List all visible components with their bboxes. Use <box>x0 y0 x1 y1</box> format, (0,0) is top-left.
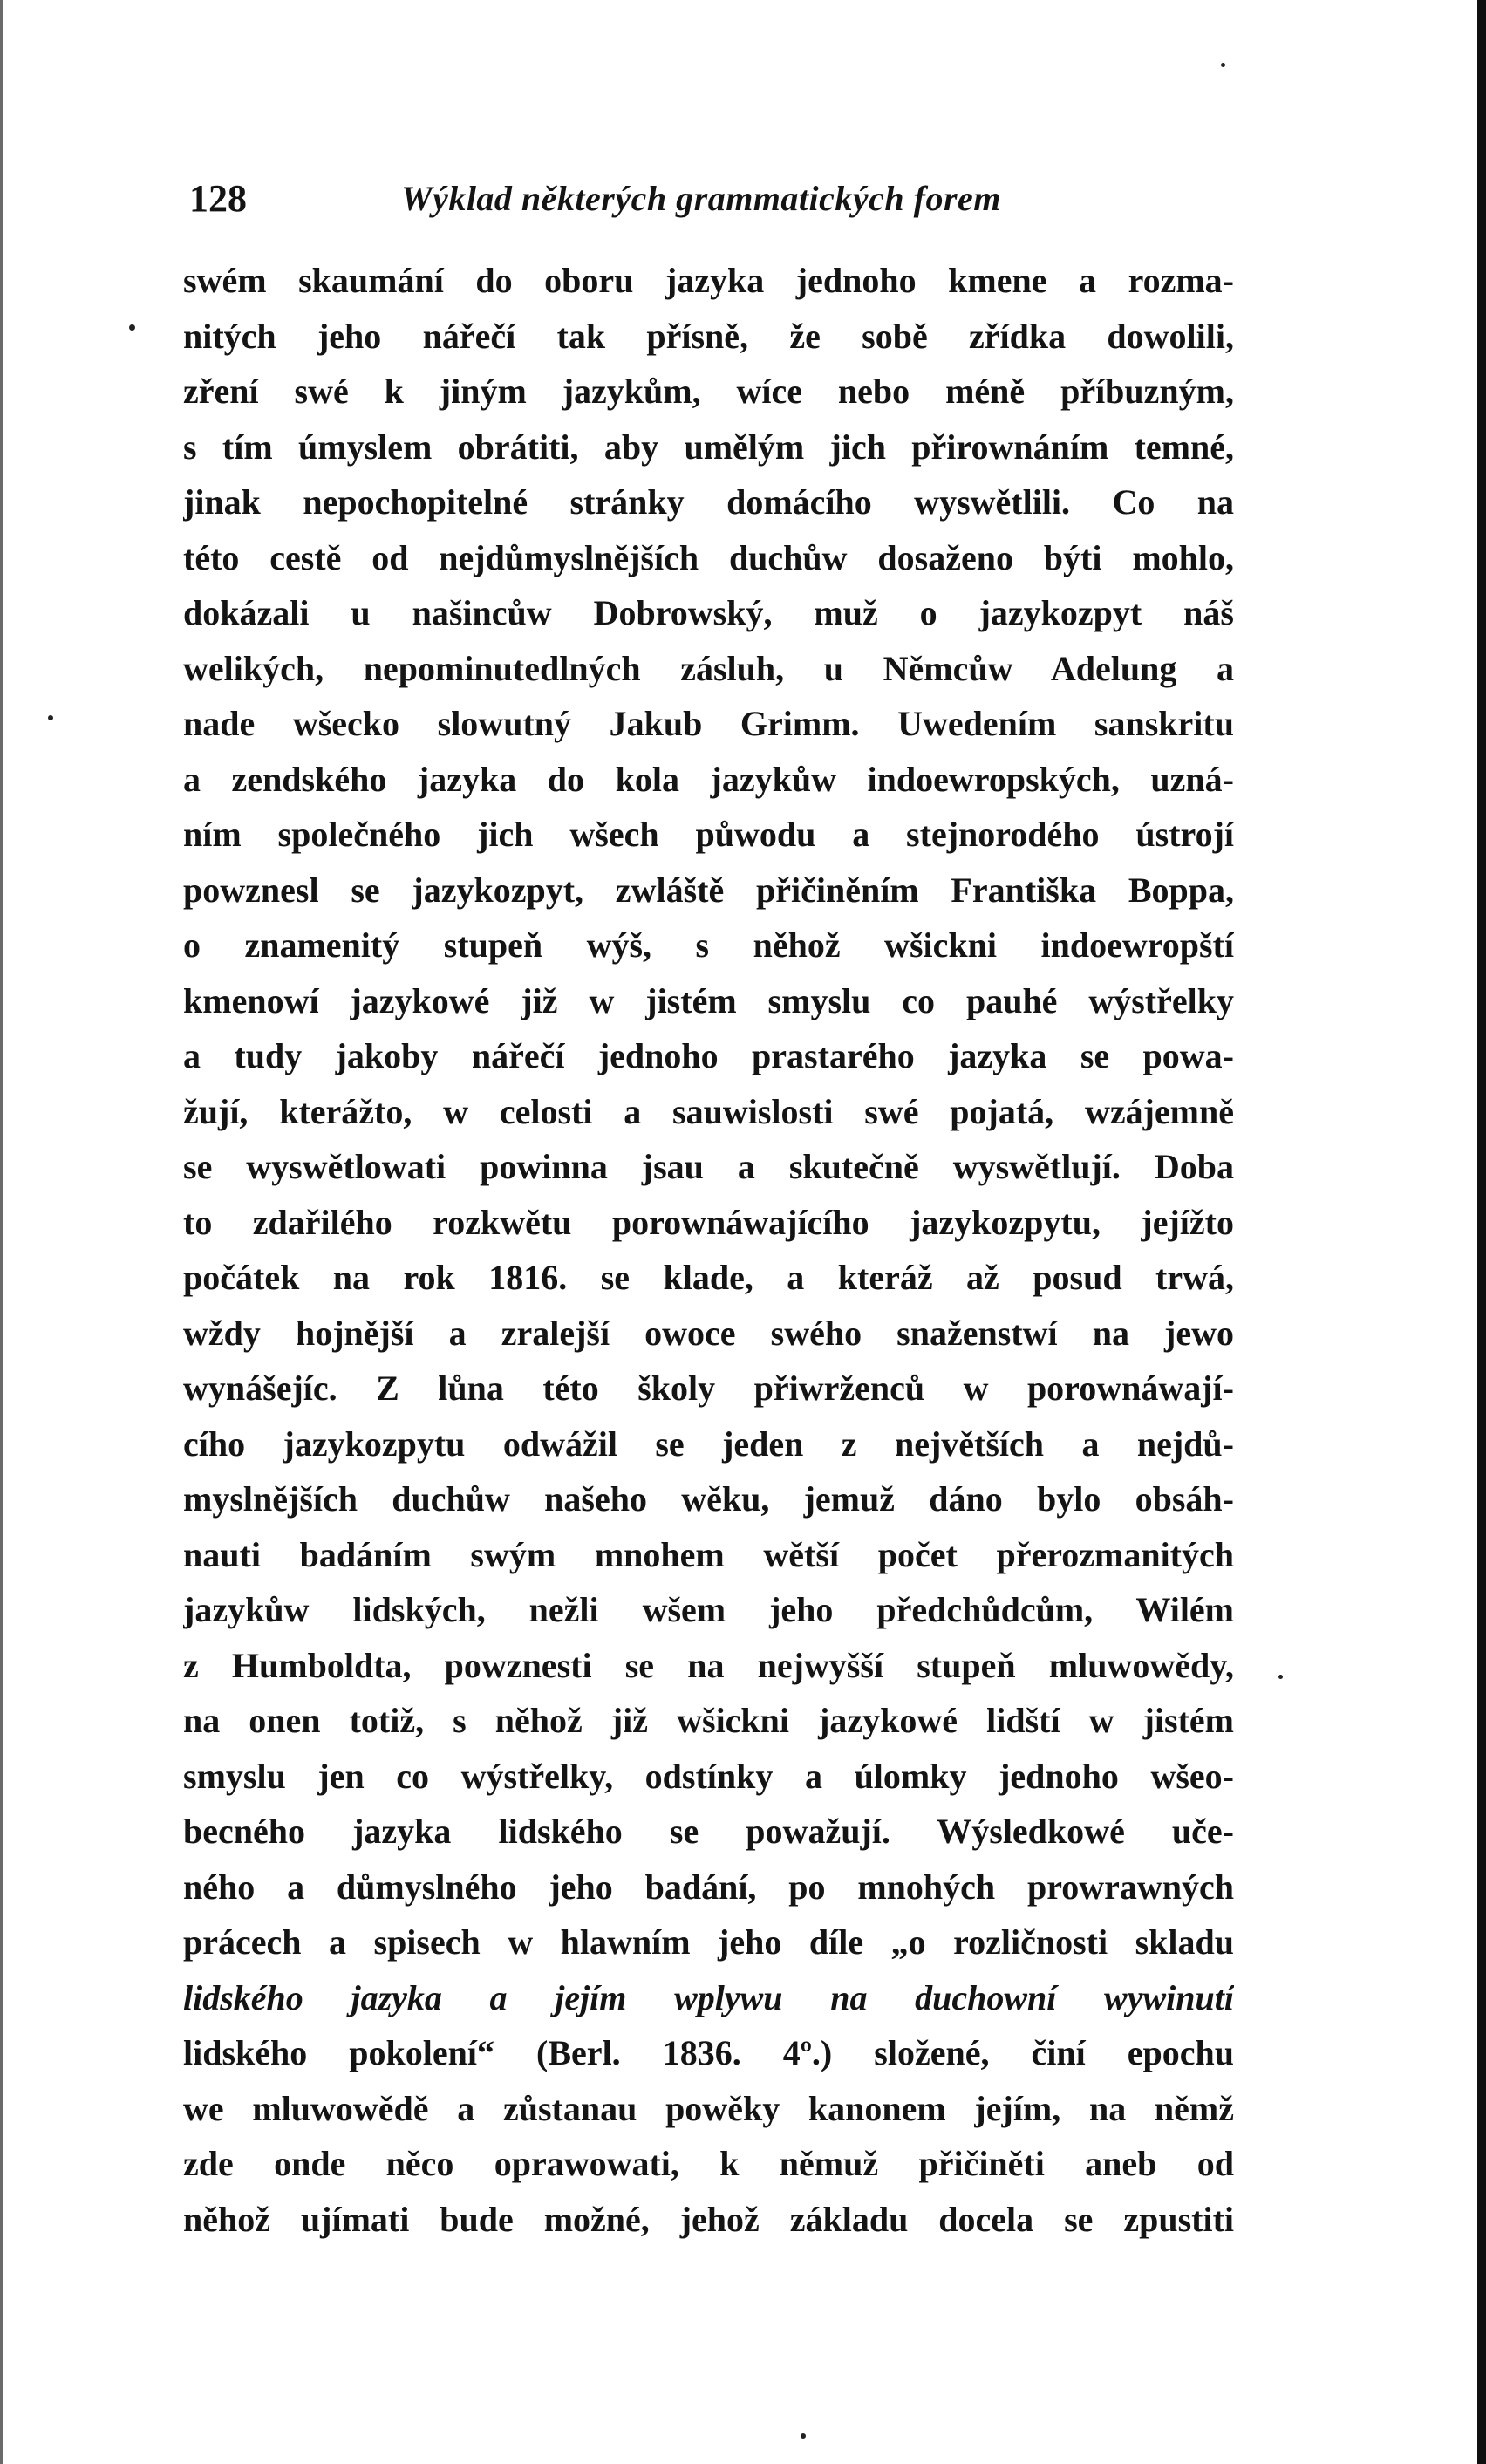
text-line: zření swé k jiným jazykům, wíce nebo méně příbuzným, <box>183 372 1234 411</box>
text-line: wynášejíc. Z lůna této školy přiwrženců w porownáwají- <box>183 1369 1234 1408</box>
scan-speck <box>129 324 135 331</box>
text-line: nade wšecko slowutný Jakub Grimm. Uwedením sanskritu <box>183 704 1234 743</box>
text-line: kmenowí jazykowé již w jistém smyslu co pauhé wýstřelky <box>183 980 1234 1020</box>
text-line: jazykůw lidských, nežli wšem jeho předchůdcům, Wilém <box>183 1590 1234 1629</box>
text-line: wždy hojnější a zralejší owoce swého snaženstwí na jewo <box>183 1313 1234 1353</box>
text-line: a tudy jakoby nářečí jednoho prastarého jazyka se powa- <box>183 1036 1234 1075</box>
page-edge-left <box>0 0 3 2464</box>
text-line: o znamenitý stupeň wýš, s něhož wšickni indoewropští <box>183 925 1234 965</box>
scan-speck <box>1221 63 1225 67</box>
text-line: zde onde něco oprawowati, k němuž přičiněti aneb od <box>183 2144 1234 2183</box>
text-line: ním společného jich wšech půwodu a stejnorodého ústrojí <box>183 815 1234 854</box>
text-line: we mluwowědě a zůstanau powěky kanonem jejím, na němž <box>183 2088 1234 2128</box>
text-line: s tím úmyslem obrátiti, aby umělým jich přirownáním temné, <box>183 427 1234 467</box>
text-line: počátek na rok 1816. se klade, a kteráž až posud trwá, <box>183 1258 1234 1297</box>
page-edge-right <box>1477 0 1486 2464</box>
page-header <box>179 173 1234 225</box>
running-title: Wýklad některých grammatických forem <box>401 179 1001 218</box>
body-text <box>183 253 1234 2247</box>
text-line: a zendského jazyka do kola jazykůw indoewropských, uzná- <box>183 759 1234 799</box>
text-line: prácech a spisech w hlawním jeho díle „o rozličnosti skladu <box>183 1922 1234 1962</box>
text-line: myslnějších duchůw našeho wěku, jemuž dáno bylo obsáh- <box>183 1479 1234 1519</box>
text-line: nauti badáním swým mnohem wětší počet přerozmanitých <box>183 1534 1234 1574</box>
text-line: lidského pokolení“ (Berl. 1836. 4º.) složené, činí epochu <box>183 2033 1234 2072</box>
text-line: becného jazyka lidského se powažují. Wýsledkowé uče- <box>183 1812 1234 1851</box>
text-line: cího jazykozpytu odwážil se jeden z největších a nejdů- <box>183 1423 1234 1464</box>
text-line: powznesl se jazykozpyt, zwláště přičiněním Františka Boppa, <box>183 870 1234 910</box>
text-line: této cestě od nejdůmyslnějších duchůw dosaženo býti mohlo, <box>183 537 1234 577</box>
text-line: něhož ujímati bude možné, jehož základu docela se zpustiti <box>183 2199 1234 2239</box>
text-line: z Humboldta, powznesti se na nejwyšší stupeň mluwowědy, <box>183 1645 1234 1685</box>
page-number: 128 <box>189 177 247 220</box>
text-line: dokázali u našincůw Dobrowský, muž o jazykozpyt náš <box>183 593 1234 632</box>
text-line: se wyswětlowati powinna jsau a skutečně wyswětlují. Doba <box>183 1147 1234 1186</box>
text-line: to zdařilého rozkwětu porownáwajícího jazykozpytu, jejížto <box>183 1202 1234 1242</box>
text-line: žují, kterážto, w celosti a sauwislosti swé pojatá, wzájemně <box>183 1091 1234 1131</box>
scan-speck <box>1278 1675 1283 1679</box>
text-line: smyslu jen co wýstřelky, odstínky a úlomky jednoho wšeo- <box>183 1756 1234 1796</box>
text-line: na onen totiž, s něhož již wšickni jazykowé lidští w jistém <box>183 1701 1234 1740</box>
text-line: swém skaumání do oboru jazyka jednoho kmene a rozma- <box>183 261 1234 300</box>
text-line: ného a důmyslného jeho badání, po mnohých prowrawných <box>183 1867 1234 1907</box>
scan-speck <box>48 715 53 720</box>
text-line: lidského jazyka a jejím wplywu na duchowní wywinutí <box>183 1977 1234 2017</box>
text-line: jinak nepochopitelné stránky domácího wyswětlili. Co na <box>183 482 1234 522</box>
text-line: welikých, nepominutedlných zásluh, u Němcůw Adelung a <box>183 648 1234 688</box>
scan-speck <box>801 2433 806 2439</box>
text-line: nitých jeho nářečí tak přísně, že sobě zřídka dowolili, <box>183 316 1234 356</box>
